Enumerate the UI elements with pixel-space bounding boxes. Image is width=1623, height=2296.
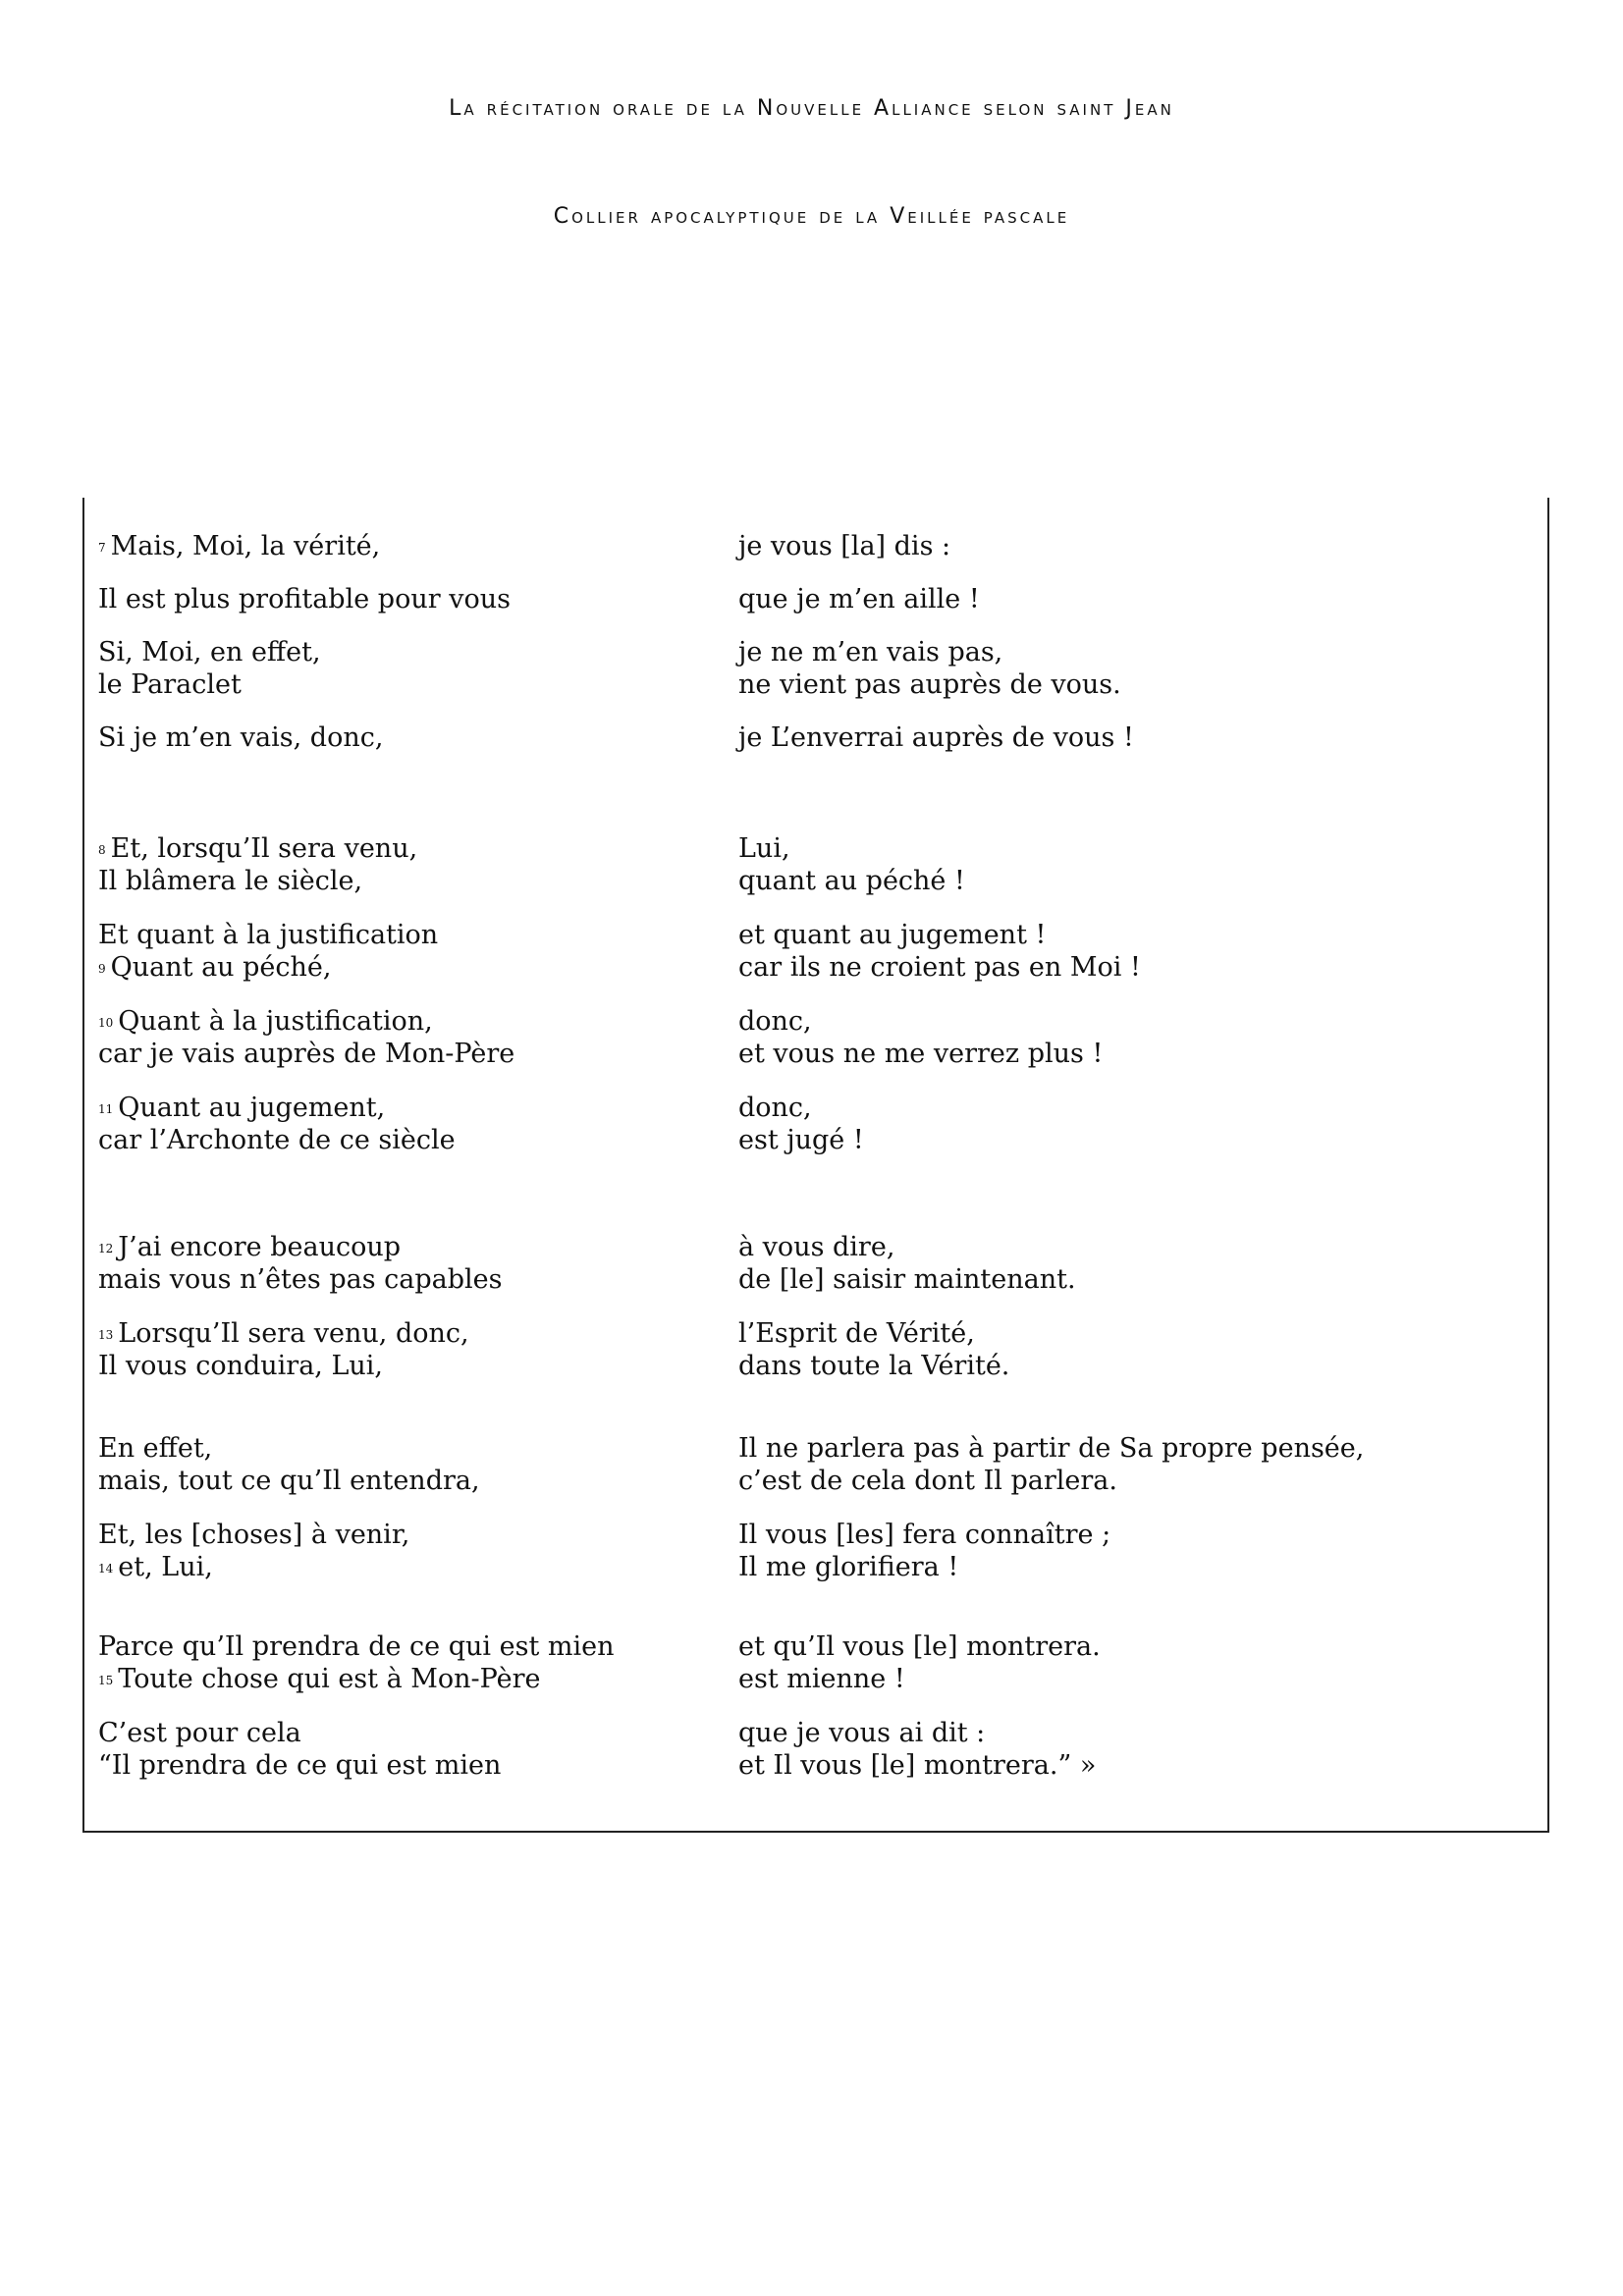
verse-line-left bbox=[98, 1432, 212, 1465]
verse-line-right: donc, bbox=[738, 1006, 812, 1037]
verse-line-right: de [le] saisir maintenant. bbox=[738, 1264, 1076, 1295]
verse-line-left bbox=[98, 1663, 541, 1697]
verse-line-right: Lui, bbox=[738, 833, 790, 864]
verse-line-left bbox=[98, 1124, 456, 1156]
verse-text-left: J’ai encore beaucoup bbox=[118, 1232, 402, 1262]
verse-line-left bbox=[98, 1465, 480, 1497]
verse-line-right: c’est de cela dont Il parlera. bbox=[738, 1466, 1117, 1496]
verse-line-right: et Il vous [le] montrera.” » bbox=[738, 1750, 1097, 1781]
verse-text-left: Quant au jugement, bbox=[118, 1093, 386, 1123]
verse-line-left bbox=[98, 1551, 213, 1585]
verse-line-left bbox=[98, 1005, 433, 1040]
verse-line-left bbox=[98, 1317, 469, 1352]
verse-line-left bbox=[98, 583, 511, 615]
verse-line-right: et quant au jugement ! bbox=[738, 920, 1047, 950]
verse-line-left bbox=[98, 865, 362, 897]
verse-text-left: Si je m’en vais, donc, bbox=[98, 722, 384, 753]
verse-line-left bbox=[98, 530, 380, 564]
verse-number: 13 bbox=[98, 1328, 114, 1342]
verse-line-left bbox=[98, 1092, 385, 1126]
verse-line-left bbox=[98, 1630, 615, 1663]
verse-line-right: Il me glorifiera ! bbox=[738, 1552, 959, 1582]
verse-text-left: et, Lui, bbox=[118, 1552, 213, 1582]
verse-line-right: que je m’en aille ! bbox=[738, 584, 980, 614]
verse-line-right: ne vient pas auprès de vous. bbox=[738, 669, 1121, 700]
verse-line-right: car ils ne croient pas en Moi ! bbox=[738, 952, 1141, 983]
verse-line-left bbox=[98, 1749, 501, 1782]
verse-line-left bbox=[98, 1038, 514, 1070]
verse-text-left: car je vais auprès de Mon-Père bbox=[98, 1039, 515, 1069]
verse-line-right: est mienne ! bbox=[738, 1664, 905, 1694]
verse-text-left: “Il prendra de ce qui est mien bbox=[98, 1750, 502, 1781]
verse-line-right: que je vous ai dit : bbox=[738, 1718, 986, 1748]
verse-text-left: mais vous n’êtes pas capables bbox=[98, 1264, 503, 1295]
verse-line-right: je L’enverrai auprès de vous ! bbox=[738, 722, 1134, 753]
verse-line-left bbox=[98, 721, 383, 754]
verse-line-right: dans toute la Vérité. bbox=[738, 1351, 1010, 1381]
verse-line-right: est jugé ! bbox=[738, 1125, 864, 1155]
verse-text-left: Si, Moi, en effet, bbox=[98, 637, 321, 667]
verse-text-left: le Paraclet bbox=[98, 669, 242, 700]
verse-number: 15 bbox=[98, 1674, 114, 1687]
verse-line-left bbox=[98, 1231, 401, 1265]
verse-line-left bbox=[98, 668, 242, 701]
verse-text-left: Et, lorsqu’Il sera venu, bbox=[110, 833, 418, 864]
verse-line-right: je ne m’en vais pas, bbox=[738, 637, 1003, 667]
verse-text-left: mais, tout ce qu’Il entendra, bbox=[98, 1466, 480, 1496]
verse-number: 11 bbox=[98, 1102, 114, 1116]
verse-line-left bbox=[98, 951, 332, 986]
verse-number: 10 bbox=[98, 1016, 114, 1030]
verse-number: 8 bbox=[98, 843, 106, 857]
verse-text-left: En effet, bbox=[98, 1433, 213, 1464]
page-title: La récitation orale de la Nouvelle Alliance selon saint Jean bbox=[449, 96, 1174, 121]
verse-line-left bbox=[98, 636, 321, 668]
verse-line-right: Il ne parlera pas à partir de Sa propre pensée, bbox=[738, 1433, 1365, 1464]
verse-line-left bbox=[98, 1350, 383, 1382]
verse-line-right: donc, bbox=[738, 1093, 812, 1123]
verse-text-left: C’est pour cela bbox=[98, 1718, 301, 1748]
verse-text-left: car l’Archonte de ce siècle bbox=[98, 1125, 456, 1155]
verse-number: 12 bbox=[98, 1242, 114, 1255]
verse-text-left: Il est plus profitable pour vous bbox=[98, 584, 511, 614]
verse-line-left bbox=[98, 1717, 301, 1749]
verse-line-right: à vous dire, bbox=[738, 1232, 895, 1262]
verse-text-left: Mais, Moi, la vérité, bbox=[110, 531, 381, 561]
verse-number: 14 bbox=[98, 1562, 114, 1575]
verse-line-left bbox=[98, 832, 417, 867]
page-subtitle: Collier apocalyptique de la Veillée pascale bbox=[553, 204, 1070, 229]
verse-line-right: l’Esprit de Vérité, bbox=[738, 1318, 975, 1349]
verse-text-left: Parce qu’Il prendra de ce qui est mien bbox=[98, 1631, 615, 1662]
verse-line-left bbox=[98, 919, 438, 951]
verse-line-right: et vous ne me verrez plus ! bbox=[738, 1039, 1104, 1069]
verse-text-left: Et quant à la justification bbox=[98, 920, 439, 950]
verse-text-left: Quant au péché, bbox=[110, 952, 332, 983]
verse-line-right: quant au péché ! bbox=[738, 866, 965, 896]
verse-line-right: Il vous [les] fera connaître ; bbox=[738, 1520, 1111, 1550]
verse-text-left: Il blâmera le siècle, bbox=[98, 866, 363, 896]
verse-number: 7 bbox=[98, 541, 106, 555]
verse-line-right: et qu’Il vous [le] montrera. bbox=[738, 1631, 1101, 1662]
verse-line-left bbox=[98, 1519, 409, 1551]
verse-number: 9 bbox=[98, 962, 106, 976]
verse-text-left: Il vous conduira, Lui, bbox=[98, 1351, 383, 1381]
verse-line-left bbox=[98, 1263, 503, 1296]
verse-text-left: Et, les [choses] à venir, bbox=[98, 1520, 410, 1550]
verse-line-right: je vous [la] dis : bbox=[738, 531, 951, 561]
verse-text-left: Quant à la justification, bbox=[118, 1006, 433, 1037]
verse-text-left: Lorsqu’Il sera venu, donc, bbox=[118, 1318, 469, 1349]
verse-text-left: Toute chose qui est à Mon-Père bbox=[118, 1664, 541, 1694]
